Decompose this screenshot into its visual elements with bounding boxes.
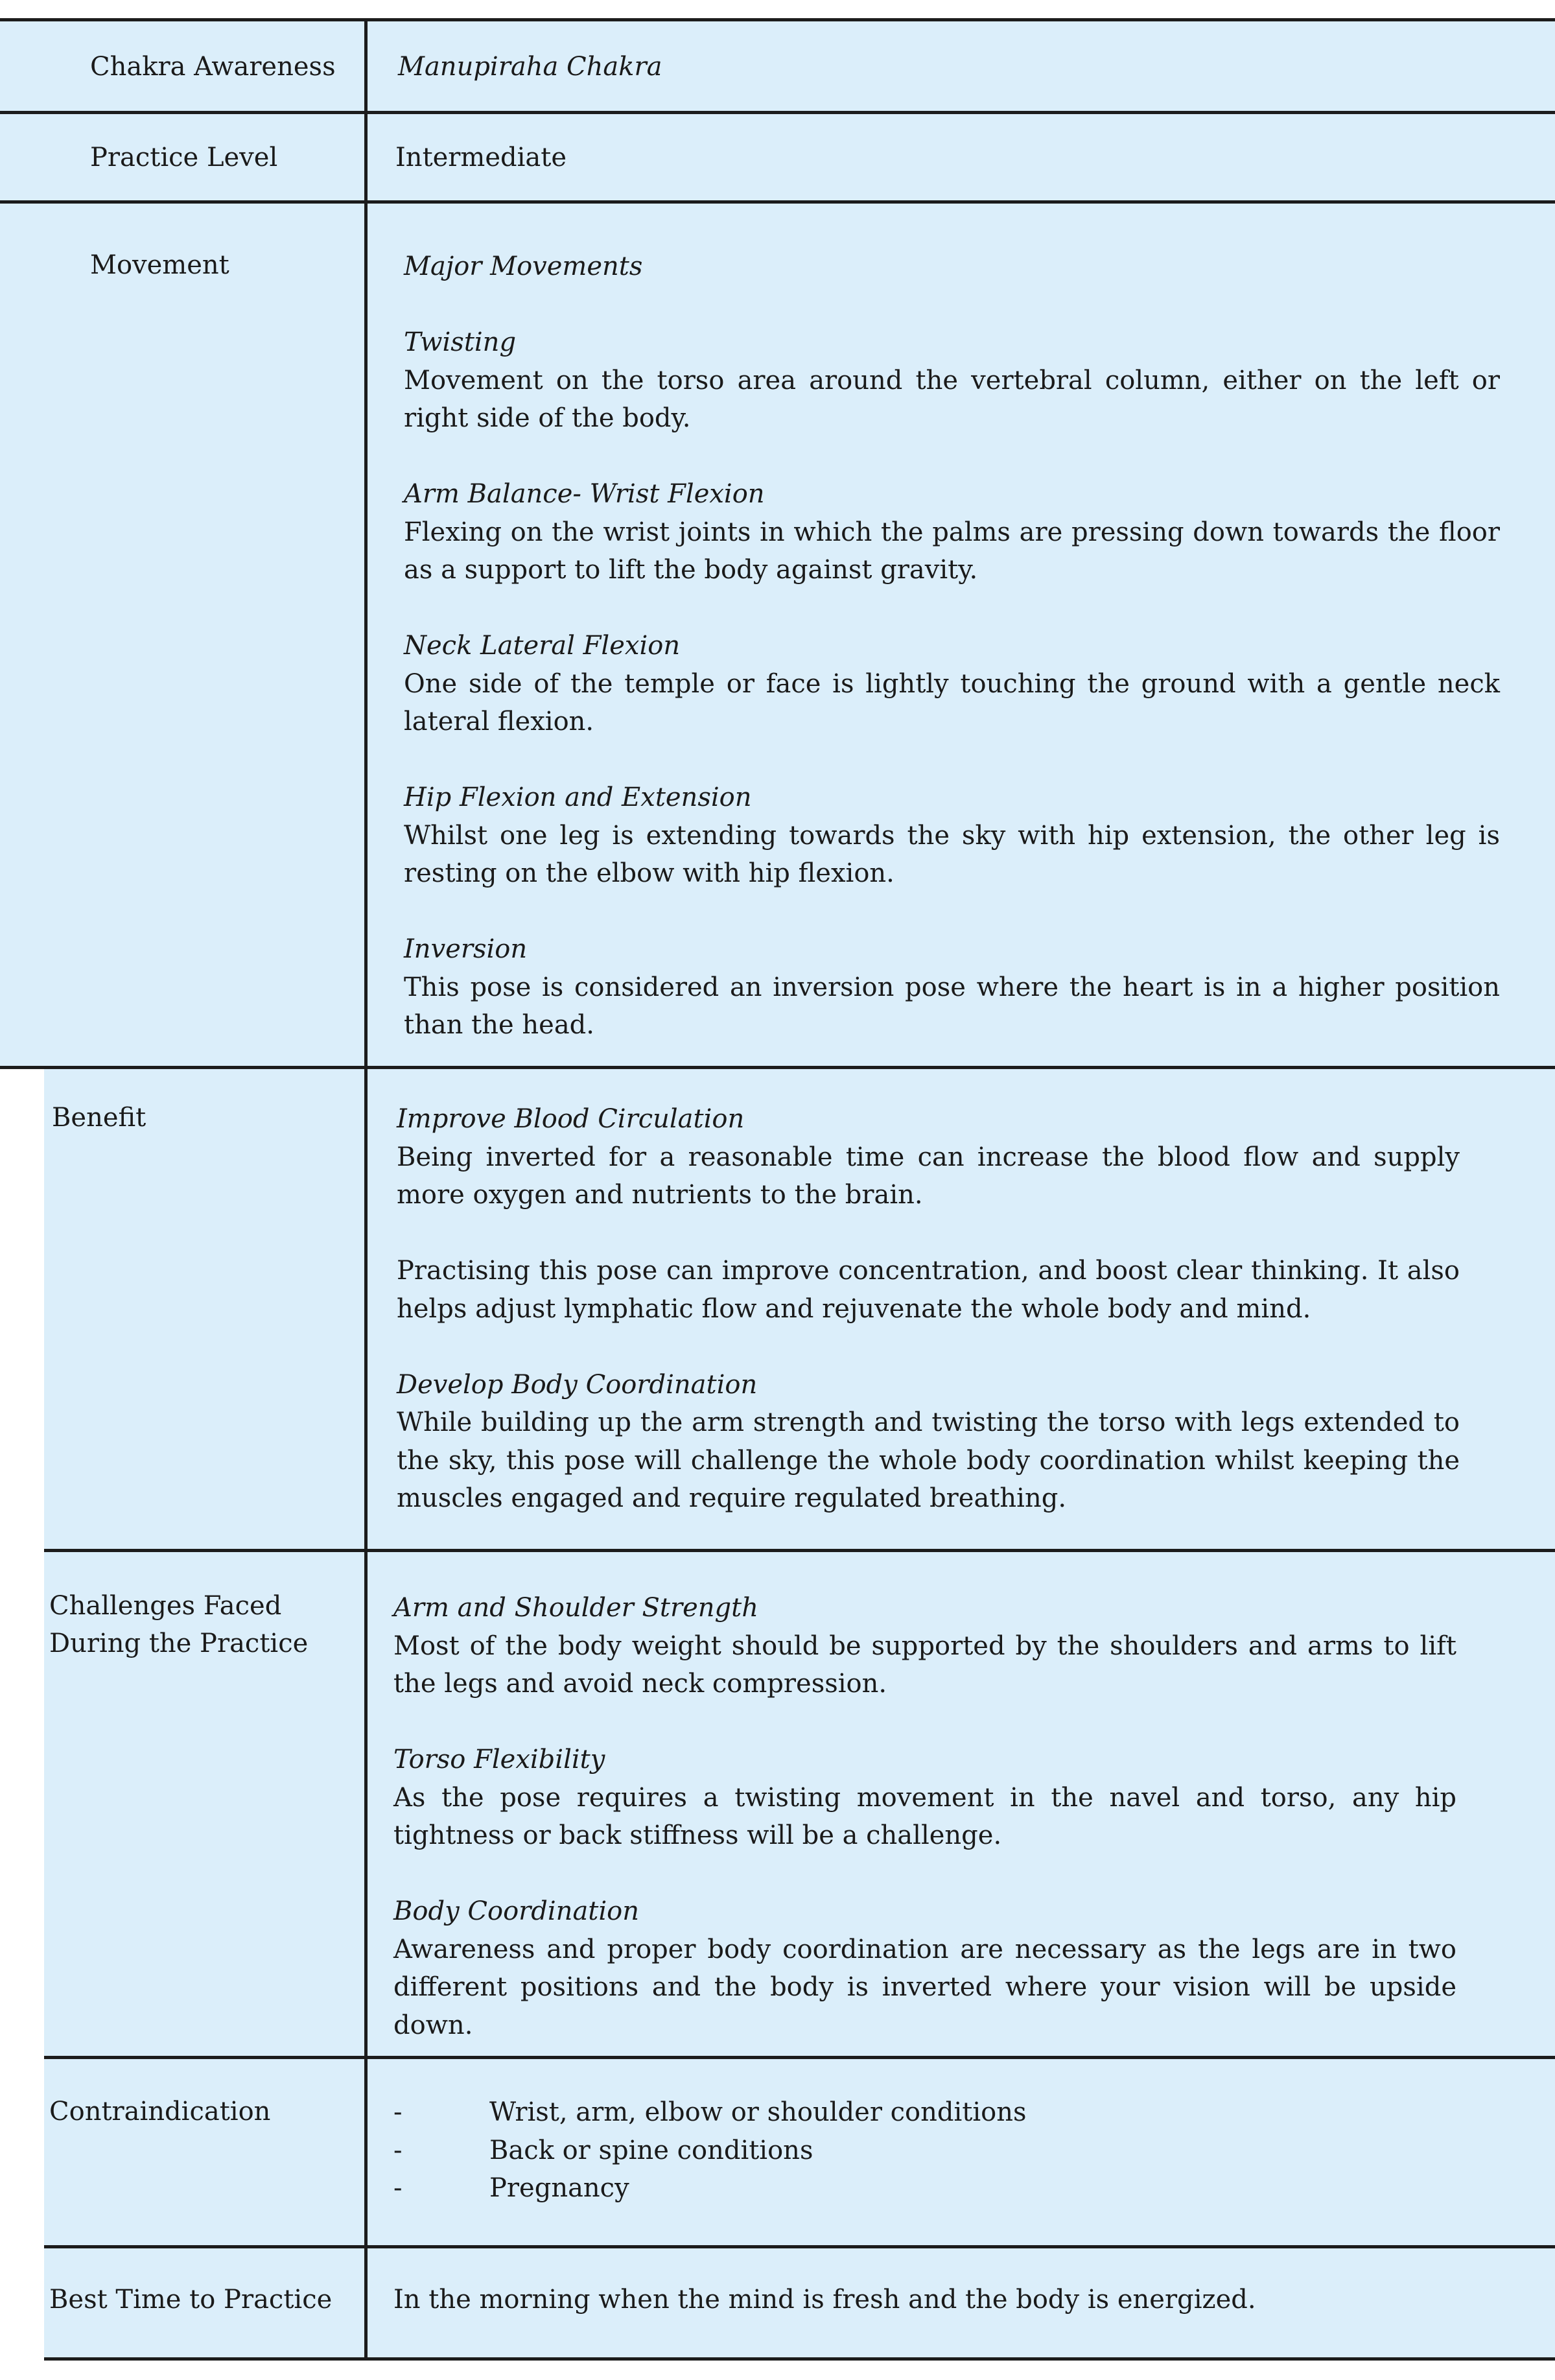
movement-item	[404, 627, 1500, 741]
benefit-content	[397, 1100, 1460, 1518]
movement-label: Movement	[90, 250, 229, 280]
column-divider	[364, 19, 368, 2359]
best-time-label: Best Time to Practice	[49, 2285, 333, 2315]
movement-item-text: Whilst one leg is extending towards the sky with hip extension, the other leg is resting on the elbow with hip flexion.	[404, 820, 1500, 888]
practice-level-label: Practice Level	[90, 143, 278, 172]
benefit-item	[397, 1100, 1460, 1214]
best-time-value-text: In the morning when the mind is fresh and the body is energized.	[393, 2285, 1256, 2315]
challenge-item-title: Body Coordination	[393, 1896, 640, 1926]
movement-content	[404, 248, 1500, 1044]
rule-after-contraindication	[44, 2245, 1555, 2248]
list-item-text: Wrist, arm, elbow or shoulder conditions	[489, 2097, 1027, 2127]
list-item-text: Back or spine conditions	[489, 2135, 813, 2165]
benefit-item	[397, 1252, 1460, 1328]
bullet-dash: -	[393, 2173, 403, 2203]
benefit-label: Benefit	[52, 1103, 146, 1133]
challenge-item-text: Most of the body weight should be supported by the shoulders and arms to lift the legs and avoid neck compression.	[393, 1631, 1456, 1699]
challenges-label: Challenges Faced During the Practice	[49, 1591, 309, 1658]
rule-top	[0, 18, 1555, 21]
benefit-item-text: While building up the arm strength and twisting the torso with legs extended to the sky, this pose will challenge the whole body coordination whilst keeping the muscles engaged and require regulated breathing.	[397, 1408, 1460, 1513]
chakra-value	[398, 48, 1500, 86]
chakra-label: Chakra Awareness	[90, 52, 336, 82]
challenge-item	[393, 1589, 1456, 1703]
movement-item	[404, 324, 1500, 438]
movement-item-text: Movement on the torso area around the vertebral column, either on the left or right side of the body.	[404, 365, 1500, 433]
movement-item-title: Arm Balance- Wrist Flexion	[404, 479, 765, 509]
movement-item-title: Neck Lateral Flexion	[404, 631, 681, 661]
bullet-dash: -	[393, 2097, 403, 2127]
movement-item	[404, 779, 1500, 893]
movement-item-text: This pose is considered an inversion pose where the heart is in a higher position than the head.	[404, 972, 1500, 1040]
rule-after-chakra	[0, 111, 1555, 114]
challenges-content	[393, 1589, 1456, 2044]
practice-level-value-text: Intermediate	[395, 143, 567, 172]
challenge-item	[393, 1892, 1456, 2044]
list-item-text: Pregnancy	[489, 2173, 629, 2203]
benefit-item-text: Being inverted for a reasonable time can increase the blood flow and supply more oxygen and nutrients to the brain.	[397, 1142, 1460, 1210]
rule-after-benefit	[44, 1549, 1555, 1552]
rule-after-level	[0, 200, 1555, 204]
benefit-item-text: Practising this pose can improve concentration, and boost clear thinking. It also helps adjust lymphatic flow and rejuvenate the whole body and mind.	[397, 1256, 1460, 1324]
challenge-item-title: Torso Flexibility	[393, 1745, 605, 1774]
list-item	[393, 2132, 1431, 2170]
benefit-item	[397, 1366, 1460, 1518]
best-time-value	[393, 2281, 1495, 2319]
benefit-item-title: Develop Body Coordination	[397, 1369, 758, 1400]
movement-item-text: Flexing on the wrist joints in which the palms are pressing down towards the floor as a support to lift the body against gravity.	[404, 517, 1500, 585]
movement-item-title: Hip Flexion and Extension	[404, 783, 752, 812]
bullet-dash: -	[393, 2135, 403, 2165]
rule-after-movement	[0, 1066, 1555, 1069]
challenge-item-text: Awareness and proper body coordination are necessary as the legs are in two different positions and the body is inverted where your vision will be upside down.	[393, 1934, 1456, 2040]
movement-item-title: Inversion	[404, 934, 528, 964]
movement-item-text: One side of the temple or face is lightly touching the ground with a gentle neck lateral flexion.	[404, 668, 1500, 736]
chakra-value-text: Manupiraha Chakra	[398, 52, 662, 82]
movement-heading-block	[404, 248, 1500, 286]
list-item	[393, 2169, 1431, 2208]
movement-heading: Major Movements	[404, 252, 643, 281]
rule-after-challenges	[44, 2056, 1555, 2059]
benefit-item-title: Improve Blood Circulation	[397, 1104, 745, 1134]
challenge-item	[393, 1741, 1456, 1855]
practice-level-value	[395, 139, 1497, 177]
movement-item	[404, 930, 1500, 1044]
challenge-item-text: As the pose requires a twisting movement in the navel and torso, any hip tightness or back stiffness will be a challenge.	[393, 1782, 1456, 1850]
challenge-item-title: Arm and Shoulder Strength	[393, 1593, 758, 1623]
rule-bottom	[44, 2357, 1555, 2361]
contraindication-list	[393, 2093, 1431, 2208]
movement-item	[404, 475, 1500, 589]
contraindication-label: Contraindication	[49, 2097, 271, 2127]
movement-item-title: Twisting	[404, 327, 517, 357]
list-item	[393, 2093, 1431, 2132]
